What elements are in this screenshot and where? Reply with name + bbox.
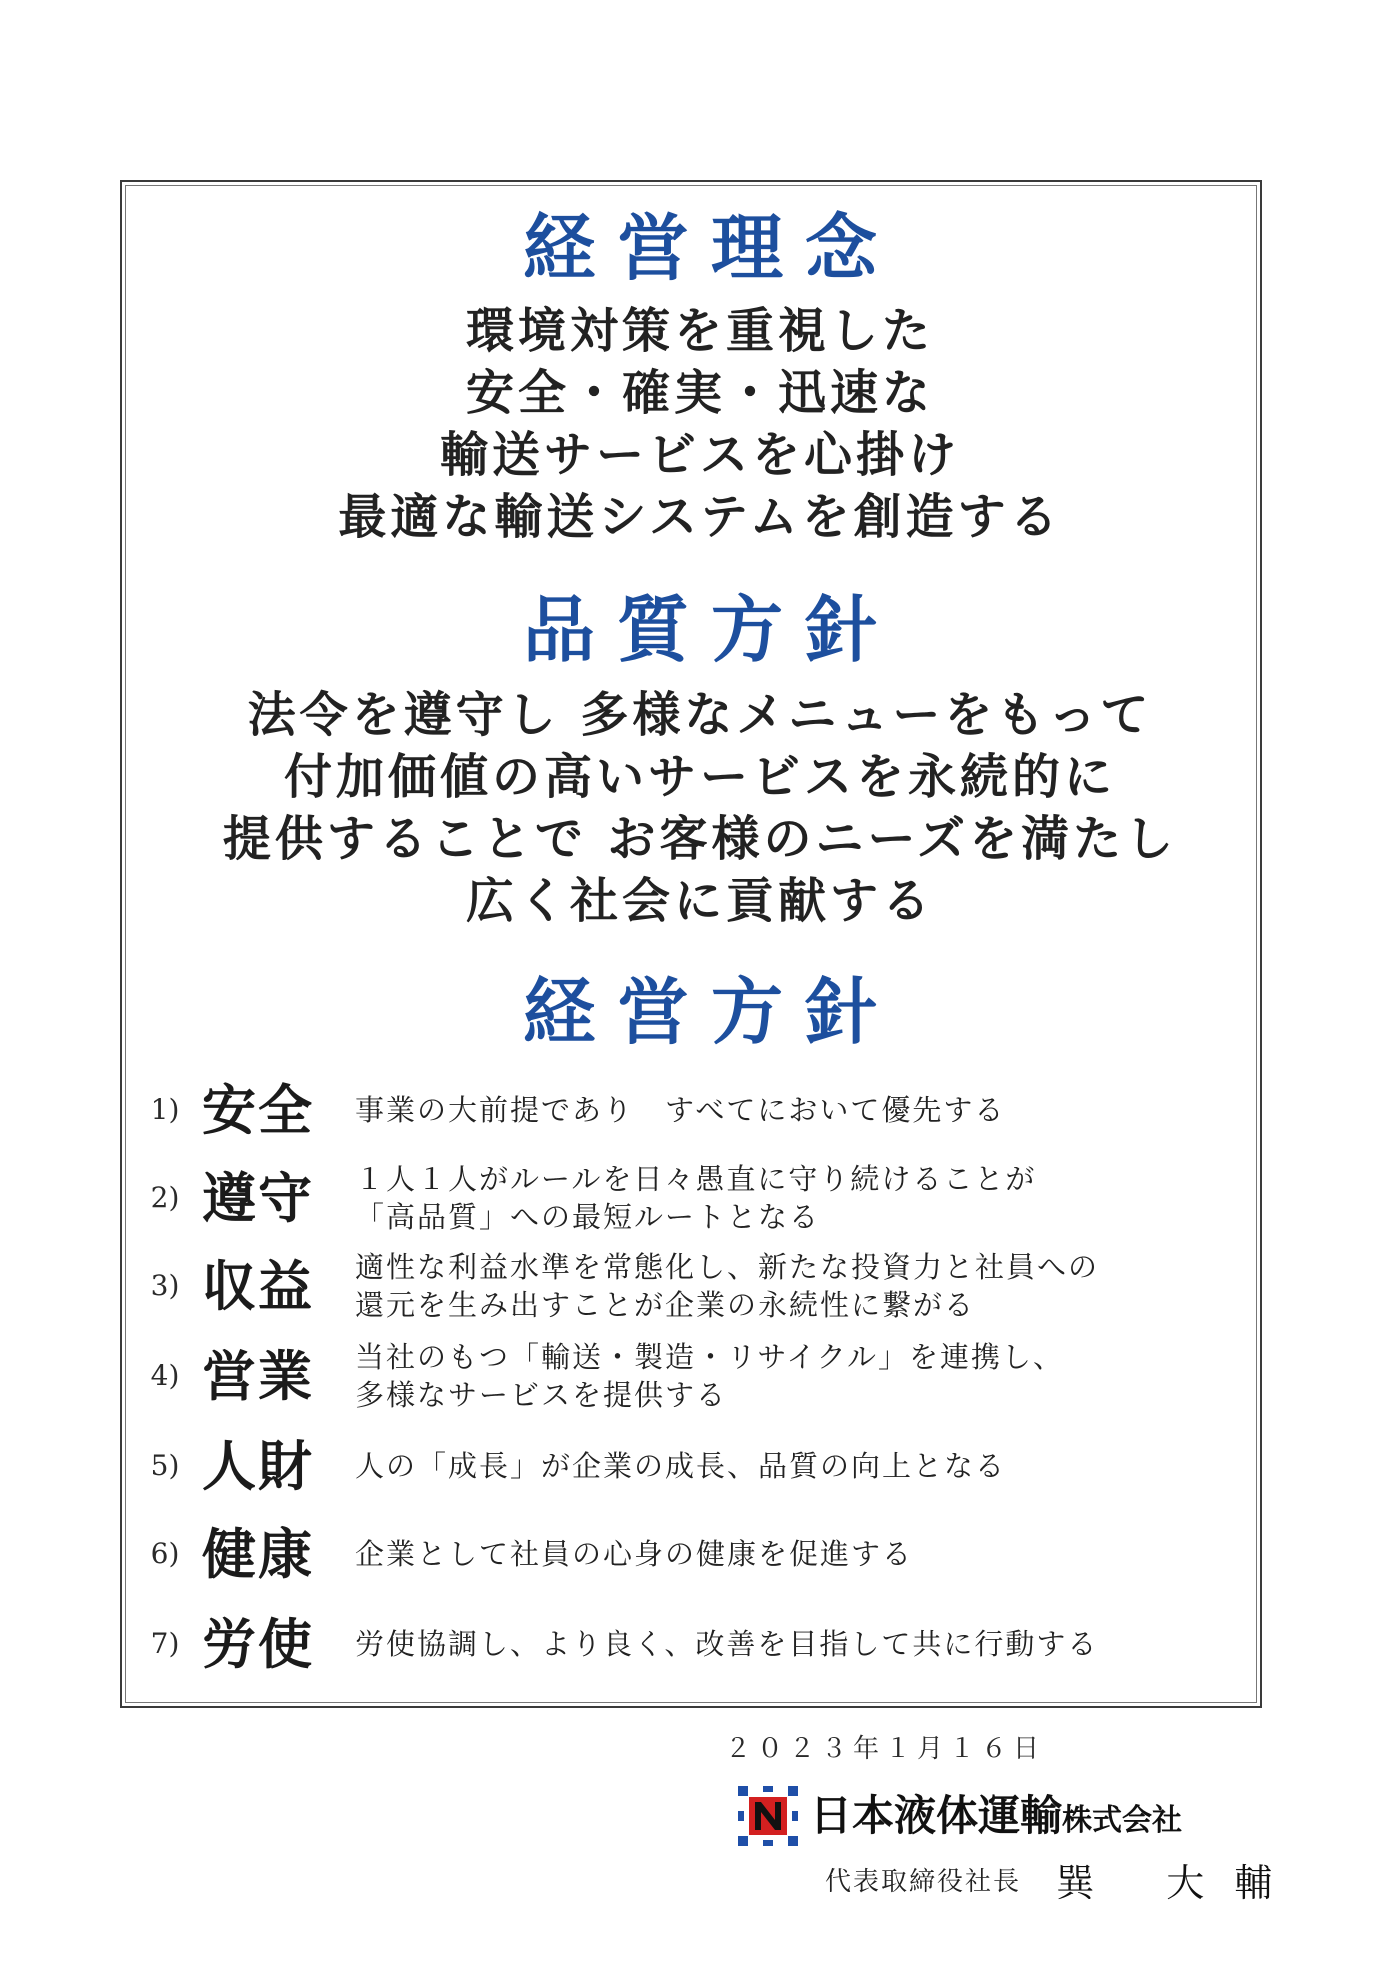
policy-keyword: 労使 [202, 1612, 314, 1676]
policy-description [355, 1068, 1235, 1152]
management-philosophy-heading [0, 205, 1400, 290]
policy-keyword: 遵守 [202, 1166, 314, 1230]
policy-description [355, 1156, 1235, 1240]
signer [825, 1852, 1303, 1905]
policy-description-line: 「高品質」への最短ルートとなる [355, 1200, 821, 1234]
policy-description [355, 1244, 1235, 1328]
quality-line: 付加価値の高いサービスを永続的に [283, 749, 1116, 805]
policy-number: 7) [150, 1627, 180, 1660]
policy-description [355, 1424, 1235, 1508]
policy-description-line: 当社のもつ「輸送・製造・リサイクル」を連携し、 [355, 1340, 1064, 1374]
signer-name: 巽 大輔 [1056, 1861, 1303, 1905]
signer-title: 代表取締役社長 [825, 1867, 1022, 1897]
quality-policy-heading-text: 品質方針 [522, 587, 899, 672]
policy-description [355, 1512, 1235, 1596]
quality-line: 法令を遵守し 多様なメニューをもって [247, 687, 1153, 743]
company-logo-icon [738, 1786, 798, 1846]
policy-description-line: 適性な利益水準を常態化し、新たな投資力と社員への [355, 1250, 1100, 1284]
quality-policy-heading [0, 587, 1400, 672]
policy-keyword: 人財 [202, 1434, 314, 1498]
policy-number: 6) [150, 1537, 180, 1570]
policy-item-profit [130, 1244, 1250, 1328]
policy-description-line: 還元を生み出すことが企業の永続性に繋がる [355, 1288, 976, 1322]
management-philosophy-heading-text: 経営理念 [522, 205, 899, 290]
policy-description-line: 人の「成長」が企業の成長、品質の向上となる [355, 1449, 1007, 1483]
policy-item-labor [130, 1602, 1250, 1686]
policy-keyword: 健康 [202, 1522, 314, 1586]
management-philosophy-text [0, 300, 1400, 548]
company-name [810, 1788, 1182, 1849]
policy-description-line: 企業として社員の心身の健康を促進する [355, 1537, 914, 1571]
policy-keyword: 収益 [202, 1254, 314, 1318]
policy-description [355, 1334, 1235, 1418]
policy-number: 2) [150, 1181, 180, 1214]
policy-item-sales [130, 1334, 1250, 1418]
issue-date: ２０２３年１月１６日 [725, 1734, 1046, 1764]
quality-policy-text [0, 684, 1400, 932]
policy-keyword: 営業 [202, 1344, 314, 1408]
policy-item-safety [130, 1068, 1250, 1152]
philosophy-line: 輸送サービスを心掛け [439, 427, 960, 483]
philosophy-line: 安全・確実・迅速な [465, 365, 934, 421]
management-policy-heading [0, 969, 1400, 1054]
policy-number: 1) [150, 1093, 180, 1126]
policy-description-line: 多様なサービスを提供する [355, 1378, 728, 1412]
policy-number: 4) [150, 1359, 180, 1392]
company-logo-row [738, 1782, 1298, 1846]
policy-description-line: 労使協調し、より良く、改善を目指して共に行動する [355, 1627, 1099, 1661]
management-policy-heading-text: 経営方針 [522, 969, 899, 1054]
company-name-suffix: 株式会社 [1062, 1804, 1183, 1837]
policy-description-line: １人１人がルールを日々愚直に守り続けることが [355, 1162, 1037, 1196]
company-name-main: 日本液体運輸 [810, 1792, 1063, 1839]
quality-line: 提供することで お客様のニーズを満たし [222, 811, 1178, 867]
policy-number: 3) [150, 1269, 180, 1302]
policy-item-compliance [130, 1156, 1250, 1240]
policy-number: 5) [150, 1449, 180, 1482]
philosophy-line: 最適な輸送システムを創造する [338, 489, 1062, 545]
policy-description-line: 事業の大前提であり すべてにおいて優先する [355, 1093, 1006, 1127]
quality-line: 広く社会に貢献する [465, 873, 934, 929]
policy-item-people [130, 1424, 1250, 1508]
policy-keyword: 安全 [202, 1078, 314, 1142]
policy-description [355, 1602, 1235, 1686]
policy-item-health [130, 1512, 1250, 1596]
philosophy-line: 環境対策を重視した [465, 303, 934, 359]
